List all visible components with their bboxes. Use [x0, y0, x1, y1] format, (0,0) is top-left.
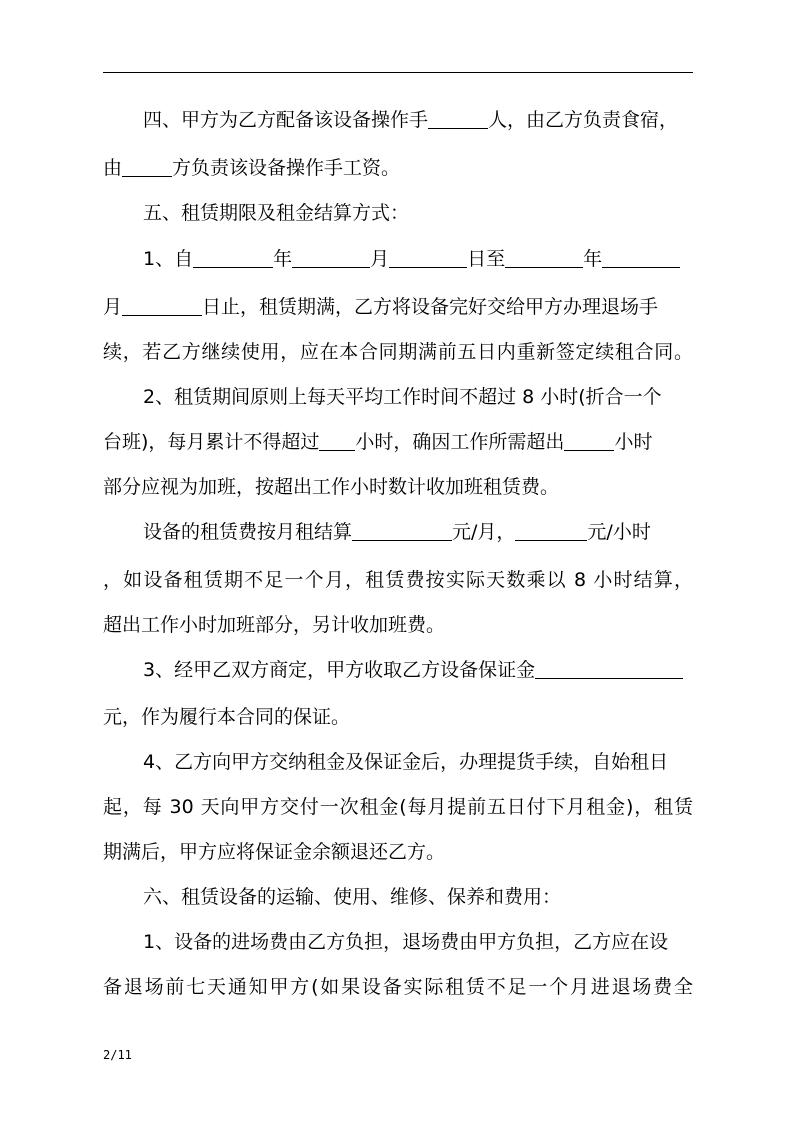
clause-5-2-line-3	[103, 465, 693, 509]
fill-in-blank	[602, 248, 680, 268]
text-segment: 元/月，	[452, 521, 516, 543]
text-segment: 月	[103, 296, 123, 318]
text-segment: 台班)，每月累计不得超过	[103, 431, 320, 453]
section-6-heading	[103, 875, 693, 919]
fill-in-blank	[122, 157, 172, 177]
fill-in-blank	[535, 659, 683, 679]
fill-in-blank	[292, 248, 370, 268]
text-segment: 小时，确因工作所需超出	[355, 431, 565, 453]
text-segment: 元，作为履行本合同的保证。	[103, 706, 351, 728]
rental-fee-line-2	[103, 558, 693, 602]
clause-5-1-line-3	[103, 330, 693, 374]
fill-in-blank	[319, 431, 355, 451]
text-segment: 月	[370, 248, 390, 270]
fill-in-blank	[389, 248, 467, 268]
clause-6-1-line	[103, 920, 693, 964]
text-segment: 起，每 30 天向甲方交付一次租金(每月提前五日付下月租金)，租赁	[103, 796, 693, 818]
clause-5-2-line-2	[103, 420, 693, 464]
text-segment: 年	[273, 248, 293, 270]
text-segment: 日止，租赁期满，乙方将设备完好交给甲方办理退场手	[202, 296, 659, 318]
clause-5-1-line-2	[103, 285, 693, 329]
fill-in-blank	[515, 521, 587, 541]
fill-in-blank	[564, 431, 614, 451]
clause-5-3-line-2	[103, 695, 693, 739]
text-segment: 日至	[467, 248, 506, 270]
fill-in-blank	[505, 248, 583, 268]
clause-6-1-line-2	[103, 965, 693, 1009]
clause-4-line	[103, 98, 693, 142]
fill-in-blank	[352, 521, 452, 541]
text-segment: 四、甲方为乙方配备该设备操作手	[143, 109, 429, 131]
text-segment: 设备的租赁费按月租结算	[143, 521, 353, 543]
text-segment: 超出工作小时加班部分，另计收加班费。	[103, 614, 446, 636]
clause-5-4-line-3	[103, 830, 693, 874]
text-segment: 备退场前七天通知甲方(如果设备实际租赁不足一个月进退场费全	[103, 976, 693, 998]
section-5-heading	[103, 191, 693, 235]
text-segment: 续，若乙方继续使用，应在本合同期满前五日内重新签定续租合同。	[103, 341, 693, 363]
text-segment: 1、设备的进场费由乙方负担，退场费由甲方负担，乙方应在设	[143, 931, 669, 953]
rental-fee-line	[103, 510, 693, 554]
text-segment: 部分应视为加班，按超出工作小时数计收加班租赁费。	[103, 476, 560, 498]
rental-fee-line-3	[103, 603, 693, 647]
text-segment: 1、自	[143, 248, 194, 270]
clause-5-3-line	[103, 648, 693, 692]
page-number: 2/11	[103, 1048, 132, 1062]
clause-4-continuation	[103, 146, 693, 190]
text-segment: 小时	[614, 431, 653, 453]
text-segment: 期满后，甲方应将保证金余额退还乙方。	[103, 841, 446, 863]
fill-in-blank	[122, 296, 202, 316]
clause-5-2-line	[103, 375, 693, 419]
text-segment: 人，由乙方负责食宿，	[488, 109, 679, 131]
text-segment: 3、经甲乙双方商定，甲方收取乙方设备保证金	[143, 659, 536, 681]
clause-5-4-line	[103, 740, 693, 784]
header-rule	[103, 72, 693, 73]
text-segment: 由	[103, 157, 123, 179]
text-segment: 4、乙方向甲方交纳租金及保证金后，办理提货手续，自始租日	[143, 751, 669, 773]
text-segment: 五、租赁期限及租金结算方式：	[143, 202, 410, 224]
clause-5-1-line	[103, 237, 693, 281]
fill-in-blank	[193, 248, 273, 268]
text-segment: 六、租赁设备的运输、使用、维修、保养和费用：	[143, 886, 562, 908]
text-segment: 元/小时	[587, 521, 651, 543]
text-segment: 2、租赁期间原则上每天平均工作时间不超过 8 小时(折合一个	[143, 386, 662, 408]
text-segment: 方负责该设备操作手工资。	[172, 157, 401, 179]
clause-5-4-line-2	[103, 785, 693, 829]
text-segment: 年	[583, 248, 603, 270]
fill-in-blank	[428, 109, 488, 129]
text-segment: ，如设备租赁期不足一个月，租赁费按实际天数乘以 8 小时结算，	[103, 569, 693, 591]
